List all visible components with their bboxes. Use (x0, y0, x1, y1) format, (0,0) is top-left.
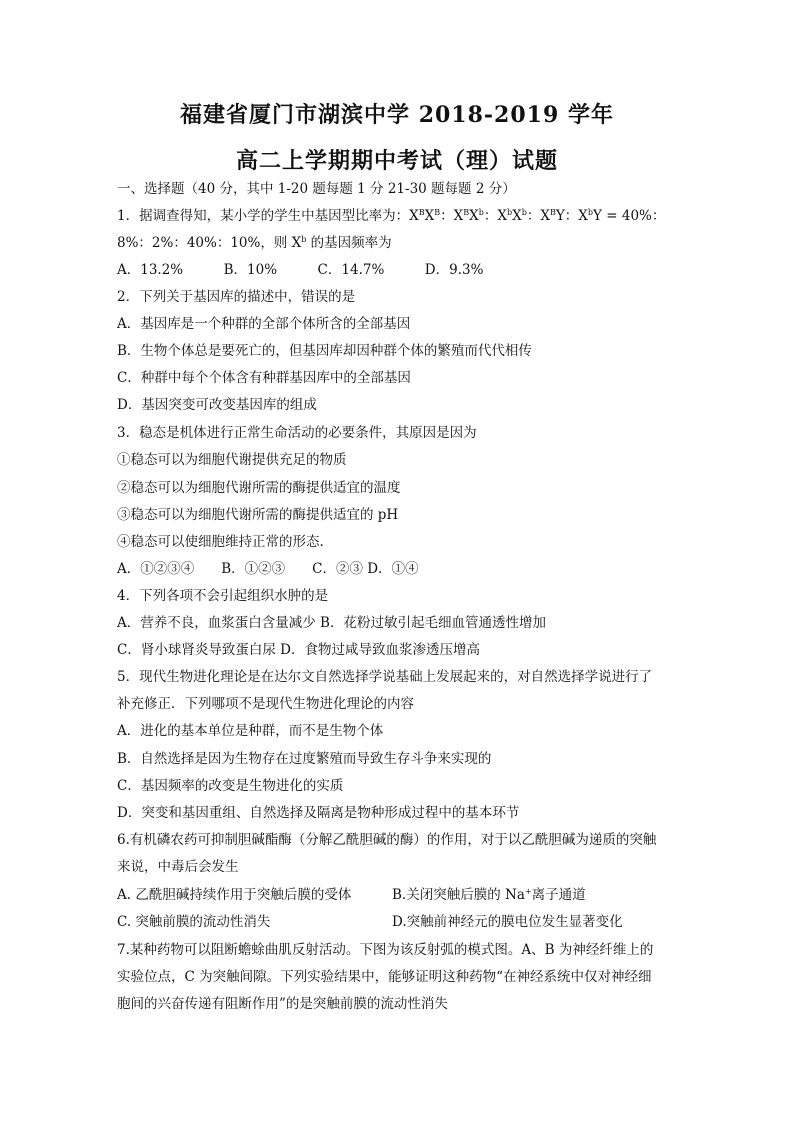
q3-options: A．①②③④ B．①②③ C．②③ D．①④ (117, 561, 419, 577)
q6-option-c: C. 突触前膜的流动性消失 (117, 914, 271, 930)
q1-stem-line2-b: 的基因频率为 (306, 235, 392, 251)
q1-sup: B (463, 208, 470, 217)
q1-x-letter: X (424, 208, 435, 224)
exam-title-line2: 高二上学期期中考试（理）试题 (235, 148, 558, 174)
q1-stem-line2 (117, 234, 687, 252)
q5-option-d: D．突变和基因重组、自然选择及隔离是物种形成过程中的基本环节 (117, 805, 520, 821)
q6-stem-line2: 来说，中毒后会发生 (117, 859, 239, 875)
q1-stem-b: ：X (440, 208, 464, 224)
q5-option-b: B．自然选择是因为生物存在过度繁殖而导致生存斗争来实现的 (117, 751, 492, 767)
q1-stem-f: Y = 40%： (593, 208, 666, 224)
q1-sup: B (418, 208, 425, 217)
q7-stem-line2: 实验位点，C 为突触间隙。下列实验结果中，能够证明这种药物“在神经系统中仅对神经细 (117, 969, 652, 985)
q2-option-b: B．生物个体总是要死亡的，但基因库却因种群个体的繁殖而代代相传 (117, 343, 532, 359)
q1-options: A．13.2% B．10% C．14.7% D．9.3% (117, 262, 484, 278)
exam-title-line1: 福建省厦门市湖滨中学 2018-2019 学年 (180, 102, 614, 128)
q1-sup: b (301, 235, 307, 244)
q6-option-b-text: B.关闭突触后膜的 Na (392, 887, 525, 903)
q2-option-d: D．基因突变可改变基因库的组成 (117, 397, 317, 413)
section-heading: 一、选择题（40 分，其中 1-20 题每题 1 分 21-30 题每题 2 分） (117, 181, 516, 197)
q1-stem-d: ：X (526, 208, 550, 224)
q5-stem-line2: 补充修正．下列哪项不是现代生物进化理论的内容 (117, 696, 414, 712)
q1-stem (117, 207, 687, 225)
q1-stem-a: 1．据调查得知，某小学的学生中基因型比率为：X (117, 208, 419, 224)
q3-item-1: ①稳态可以为细胞代谢提供充足的物质 (117, 452, 347, 468)
q1-x-letter: X (512, 208, 522, 224)
q2-option-c: C．种群中每个个体含有种群基因库中的全部基因 (117, 370, 411, 386)
q1-sup: b (587, 208, 594, 217)
q1-sup: b (507, 208, 513, 217)
q4-options-cd: C．肾小球肾炎导致蛋白尿 D．食物过咸导致血浆渗透压增高 (117, 642, 480, 658)
q7-stem-line1: 7.某种药物可以阻断蟾蜍曲肌反射活动。下图为该反射弧的模式图。A、B 为神经纤维上的 (117, 942, 654, 958)
q1-sup: B (434, 208, 441, 217)
q6-option-b-tail: 离子通道 (531, 887, 586, 903)
q1-sup: b (478, 208, 484, 217)
q1-sup: B (550, 208, 556, 217)
q6-option-d: D.突触前神经元的膜电位发生显著变化 (392, 914, 623, 930)
q3-item-2: ②稳态可以为细胞代谢所需的酶提供适宜的温度 (117, 480, 401, 496)
q3-item-4: ④稳态可以使细胞维持正常的形态. (117, 534, 324, 550)
q1-sup: b (521, 208, 527, 217)
q7-stem-line3: 胞间的兴奋传递有阻断作用”的是突触前膜的流动性消失 (117, 996, 448, 1012)
q3-stem: 3．稳态是机体进行正常生命活动的必要条件，其原因是因为 (117, 425, 477, 441)
q5-stem-line1: 5．现代生物进化理论是在达尔文自然选择学说基础上发展起来的，对自然选择学说进行了 (117, 669, 653, 685)
q5-option-c: C．基因频率的改变是生物进化的实质 (117, 778, 344, 794)
q6-option-b-sup: + (524, 887, 532, 896)
q1-x-letter: X (469, 208, 479, 224)
q3-item-3: ③稳态可以为细胞代谢所需的酶提供适宜的 pH (117, 507, 399, 523)
q2-stem: 2．下列关于基因库的描述中，错误的是 (117, 289, 356, 305)
q1-stem-line2-a: 8%：2%：40%：10%，则 X (117, 235, 302, 251)
q6-stem-line1: 6.有机磷农药可抑制胆碱酯酶（分解乙酰胆碱的酶）的作用，对于以乙酰胆碱为递质的突触 (117, 832, 657, 848)
q4-stem: 4．下列各项不会引起组织水肿的是 (117, 588, 329, 604)
q6-option-a: A. 乙酰胆碱持续作用于突触后膜的受体 (117, 887, 352, 903)
q4-options-ab: A．营养不良，血浆蛋白含量减少 B．花粉过敏引起毛细血管通透性增加 (117, 615, 546, 631)
q6-option-b (392, 886, 586, 904)
q1-stem-c: ：X (483, 208, 507, 224)
q1-stem-e: Y：X (555, 208, 588, 224)
q2-option-a: A．基因库是一个种群的全部个体所含的全部基因 (117, 316, 411, 332)
q5-option-a: A．进化的基本单位是种群，而不是生物个体 (117, 723, 384, 739)
